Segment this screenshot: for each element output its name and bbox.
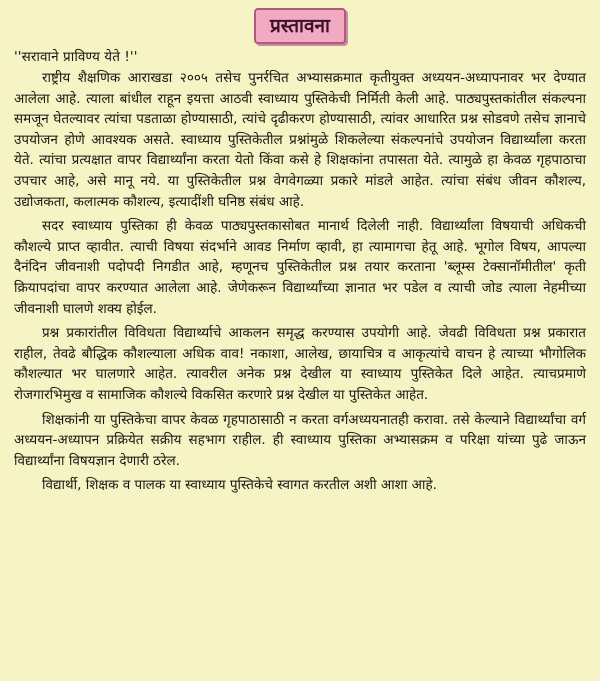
page-title: प्रस्तावना: [254, 8, 346, 44]
quote-text: ''सरावाने प्राविण्य येते !'': [14, 49, 138, 65]
paragraph-3: प्रश्न प्रकारांतील विविधता विद्यार्थ्याचे आकलन समृद्ध करण्यास उपयोगी आहे. जेवढी विविधता प्रश्न प्रकारात राहील, तेवढे बौद्धिक कौशल्याला अधिक वाव! नकाशा, आलेख, छायाचित्र व आकृत्यांचे वाचन हे त्याच्या भौगोलिक कौशल्यात भर घालणारे आहेत. त्यावरील अनेक प्रश्न देखील या स्वाध्याय पुस्तिकेत दिले आहेत. त्याचप्रमाणे रोजगारभिमुख व सामाजिक कौशल्ये विकसित करणारे प्रश्न देखील या पुस्तिकेत आहेत.: [14, 325, 586, 403]
paragraph-4: शिक्षकांनी या पुस्तिकेचा वापर केवळ गृहपाठासाठी न करता वर्गअध्ययनातही करावा. तसे केल्याने विद्यार्थ्यांचा वर्ग अध्ययन-अध्यापन प्रक्रियेत सक्रीय सहभाग राहील. ही स्वाध्याय पुस्तिका अभ्यासक्रम व परिक्षा यांच्या पुढे जाऊन विद्यार्थ्यांना विषयज्ञान देणारी ठरेल.: [14, 411, 586, 469]
paragraph-1: राष्ट्रीय शैक्षणिक आराखडा २००५ तसेच पुनर्रचित अभ्यासक्रमात कृतीयुक्त अध्ययन-अध्यापनावर भर देण्यात आलेला आहे. त्याला बांधील राहून इयत्ता आठवी स्वाध्याय पुस्तिकेची निर्मिती केली आहे. पाठ्यपुस्तकांतील संकल्पना समजून घेतल्यावर त्यांचा पडताळा होण्यासाठी, त्यांचे दृढीकरण होण्यासाठी, त्यांवर आधारित प्रश्न सोडवणे तसेच ज्ञानाचे उपयोजन होणे आवश्यक असते. स्वाध्याय पुस्तिकेतील प्रश्नांमुळे शिकलेल्या संकल्पनांचे उपयोजन विद्यार्थ्यांला करता येते. त्यांचा प्रत्यक्षात वापर विद्यार्थ्यांना करता येतो किंवा कसे हे शिक्षकांना तपासता येते. त्यामुळे हा केवळ गृहपाठाचा उपचार आहे, असे मानू नये. या पुस्तिकेतील प्रश्न वेगवेगळ्या प्रकारे मांडले आहेत. त्यांचा संबंध जीवन कौशल्य, उद्योजकता, कलात्मक कौशल्य, इत्यादींशी घनिष्ठ संबंध आहे.: [14, 70, 586, 210]
title-area: [14, 0, 586, 44]
paragraph-2: सदर स्वाध्याय पुस्तिका ही केवळ पाठ्यपुस्तकासोबत मानार्थ दिलेली नाही. विद्यार्थ्यांला विषयाची अधिकची कौशल्ये प्राप्त व्हावीत. त्याची विषया संदर्भाने आवड निर्माण व्हावी, हा त्यामागचा हेतू आहे. भूगोल विषय, आपल्या दैनंदिन जीवनाशी पदोपदी निगडीत आहे, म्हणूनच पुस्तिकेतील प्रश्न तयार करताना 'ब्लूम्स टेक्सानॉमीतील' कृती क्रियापदांचा वापर करण्यात आलेला आहे. जेणेकरून विद्यार्थ्यांच्या ज्ञानात भर पडेल व त्याची जोड त्याला नेहमीच्या जीवनाशी घालणे शक्य होईल.: [14, 218, 586, 317]
paragraph-5: विद्यार्थी, शिक्षक व पालक या स्वाध्याय पुस्तिकेचे स्वागत करतील अशी आशा आहे.: [42, 477, 437, 494]
